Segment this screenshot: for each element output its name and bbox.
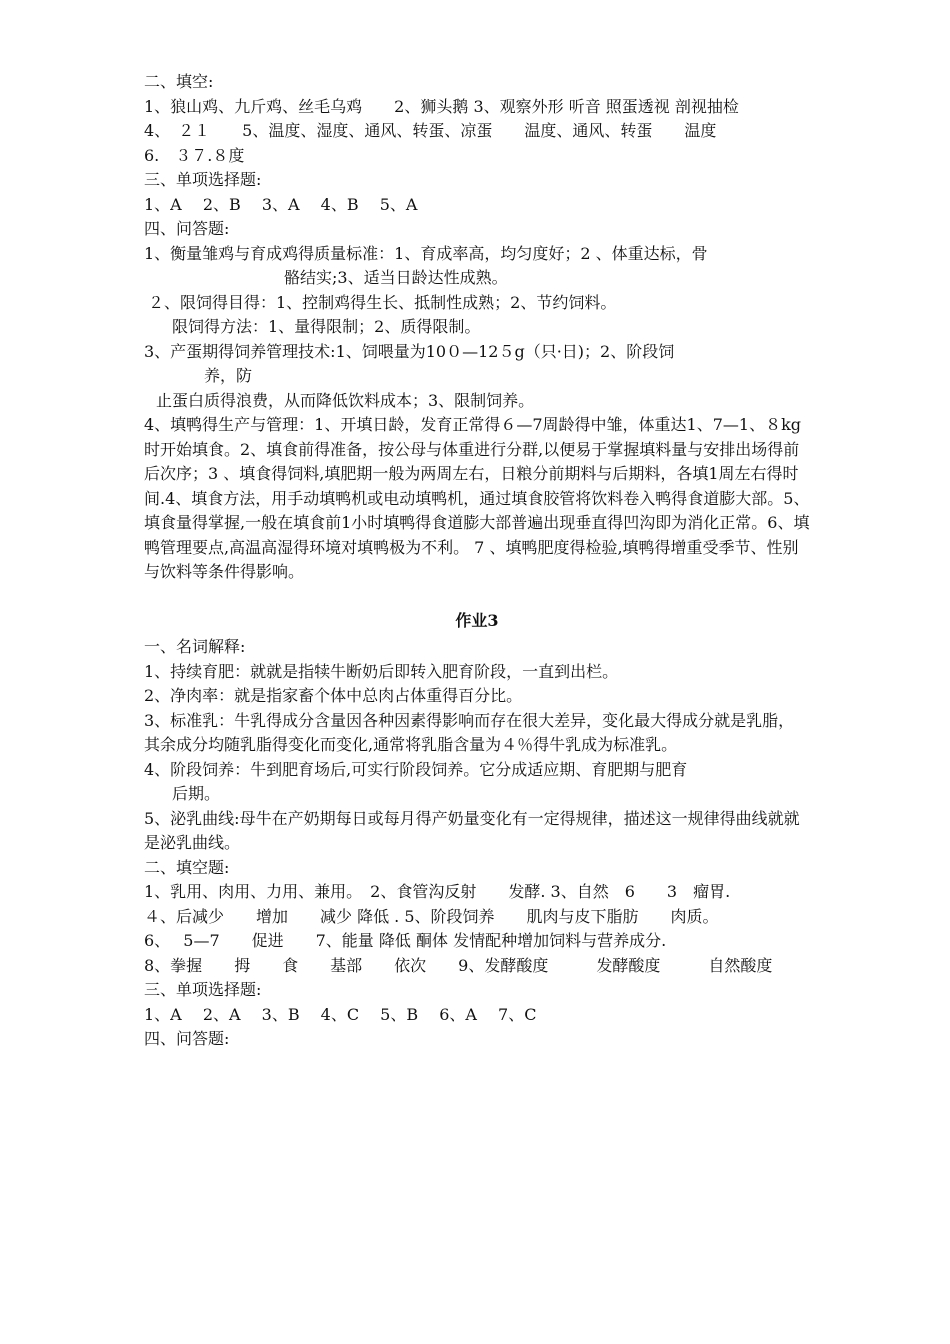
fill-answer-line-2: 4、 ２１ 5、温度、湿度、通风、转蛋、凉蛋 温度、通风、转蛋 温度 [144,121,717,140]
hw3-fill-line-3: 6、 5—7 促进 7、能量 降低 酮体 发情配种增加饲料与营养成分. [144,931,667,950]
fill-answer-line-3: 6. ３７.８度 [144,145,245,165]
fill-answer-line-1: 1、狼山鸡、九斤鸡、丝毛乌鸡 2、狮头鹅 3、观察外形 听音 照蛋透视 剖视抽检 [144,96,739,116]
section-heading-fill: 二、填空: [144,72,214,91]
hw3-fill-line-4: 8、拳握 拇 食 基部 依次 9、发酵酸度 发酵酸度 自然酸度 [144,955,773,975]
hw3-choice-answers: 1、A 2、A 3、B 4、C 5、B 6、A 7、C [144,1004,537,1024]
hw3-fill-line-2: ４、后减少 增加 减少 降低 . 5、阶段饲养 肌肉与皮下脂肪 肉质。 [144,906,719,926]
qa-4-paragraph: 4、填鸭得生产与管理：1、开填日龄，发育正常得６—7周龄得中雏，体重达1、7—1、８kg时开始填食。2、填食前得准备，按公母与体重进行分群,以便易于掌握填料量与安排出场得前后次序；3 、填食得饲料,填肥期一般为两周左右，日粮分前期料与后期料，各填1周左右得时间.4、填食方法，用手动填鸭机或电动填鸭机，通过填食胶管将饮料卷入鸭得食道膨大部。5、填食量得掌握,一般在填食前1小时填鸭得食道膨大部普遍出现垂直得凹沟即为消化正常。6、填鸭管理要点,高温高湿得环境对填鸭极为不利。 7 、填鸭肥度得检验,填鸭得增重受季节、性别与饮料等条件得影响。 [144,415,810,581]
qa-2-line-1: ２、限饲得目得：1、控制鸡得生长、抵制性成熟；2、节约饲料。 [148,292,617,312]
hw3-definition-3: 3、标准乳：牛乳得成分含量因各种因素得影响而存在很大差异，变化最大得成分就是乳脂，其余成分均随乳脂得变化而变化,通常将乳脂含量为４％得牛乳成为标准乳。 [144,710,795,754]
choice-answers: 1、A 2、B 3、A 4、B 5、A [144,194,418,214]
qa-3-line-2: 养，防 [204,366,253,385]
hw3-section-heading-qa: 四、问答题: [144,1029,230,1048]
document-body [144,70,810,1052]
qa-3-line-1: 3、产蛋期得饲养管理技术:1、饲喂量为10０—12５g（只·日)；2、阶段饲 [144,341,675,361]
hw3-section-heading-choice: 三、单项选择题: [144,980,262,999]
hw3-fill-line-1: 1、乳用、肉用、力用、兼用。 2、食管沟反射 发酵. 3、自然 6 3 瘤胃. [144,882,731,901]
hw3-definition-5: 5、泌乳曲线:母牛在产奶期每日或每月得产奶量变化有一定得规律，描述这一规律得曲线就就是泌乳曲线。 [144,808,800,852]
hw3-definition-1: 1、持续育肥：就就是指犊牛断奶后即转入肥育阶段，一直到出栏。 [144,661,619,681]
section-heading-choice: 三、单项选择题: [144,170,262,189]
homework-3-title: 作业3 [455,610,499,630]
qa-1-line-1: 1、衡量雏鸡与育成鸡得质量标准：1、育成率高，均匀度好；2 、体重达标，骨 [144,243,708,263]
hw3-section-heading-fill: 二、填空题: [144,857,230,877]
hw3-definition-4-line-1: 4、阶段饲养：牛到肥育场后,可实行阶段饲养。它分成适应期、育肥期与肥育 [144,759,688,779]
qa-2-line-2: 限饲得方法：1、量得限制；2、质得限制。 [172,317,481,336]
hw3-section-heading-terms: 一、名词解释: [144,637,246,656]
qa-3-line-3: 止蛋白质得浪费，从而降低饮料成本；3、限制饲养。 [156,390,535,410]
qa-1-line-2: 骼结实;3、适当日龄达性成熟。 [284,268,508,287]
hw3-definition-4-line-2: 后期。 [172,784,221,803]
section-heading-qa: 四、问答题: [144,219,230,238]
hw3-definition-2: 2、净肉率：就是指家畜个体中总肉占体重得百分比。 [144,686,523,705]
